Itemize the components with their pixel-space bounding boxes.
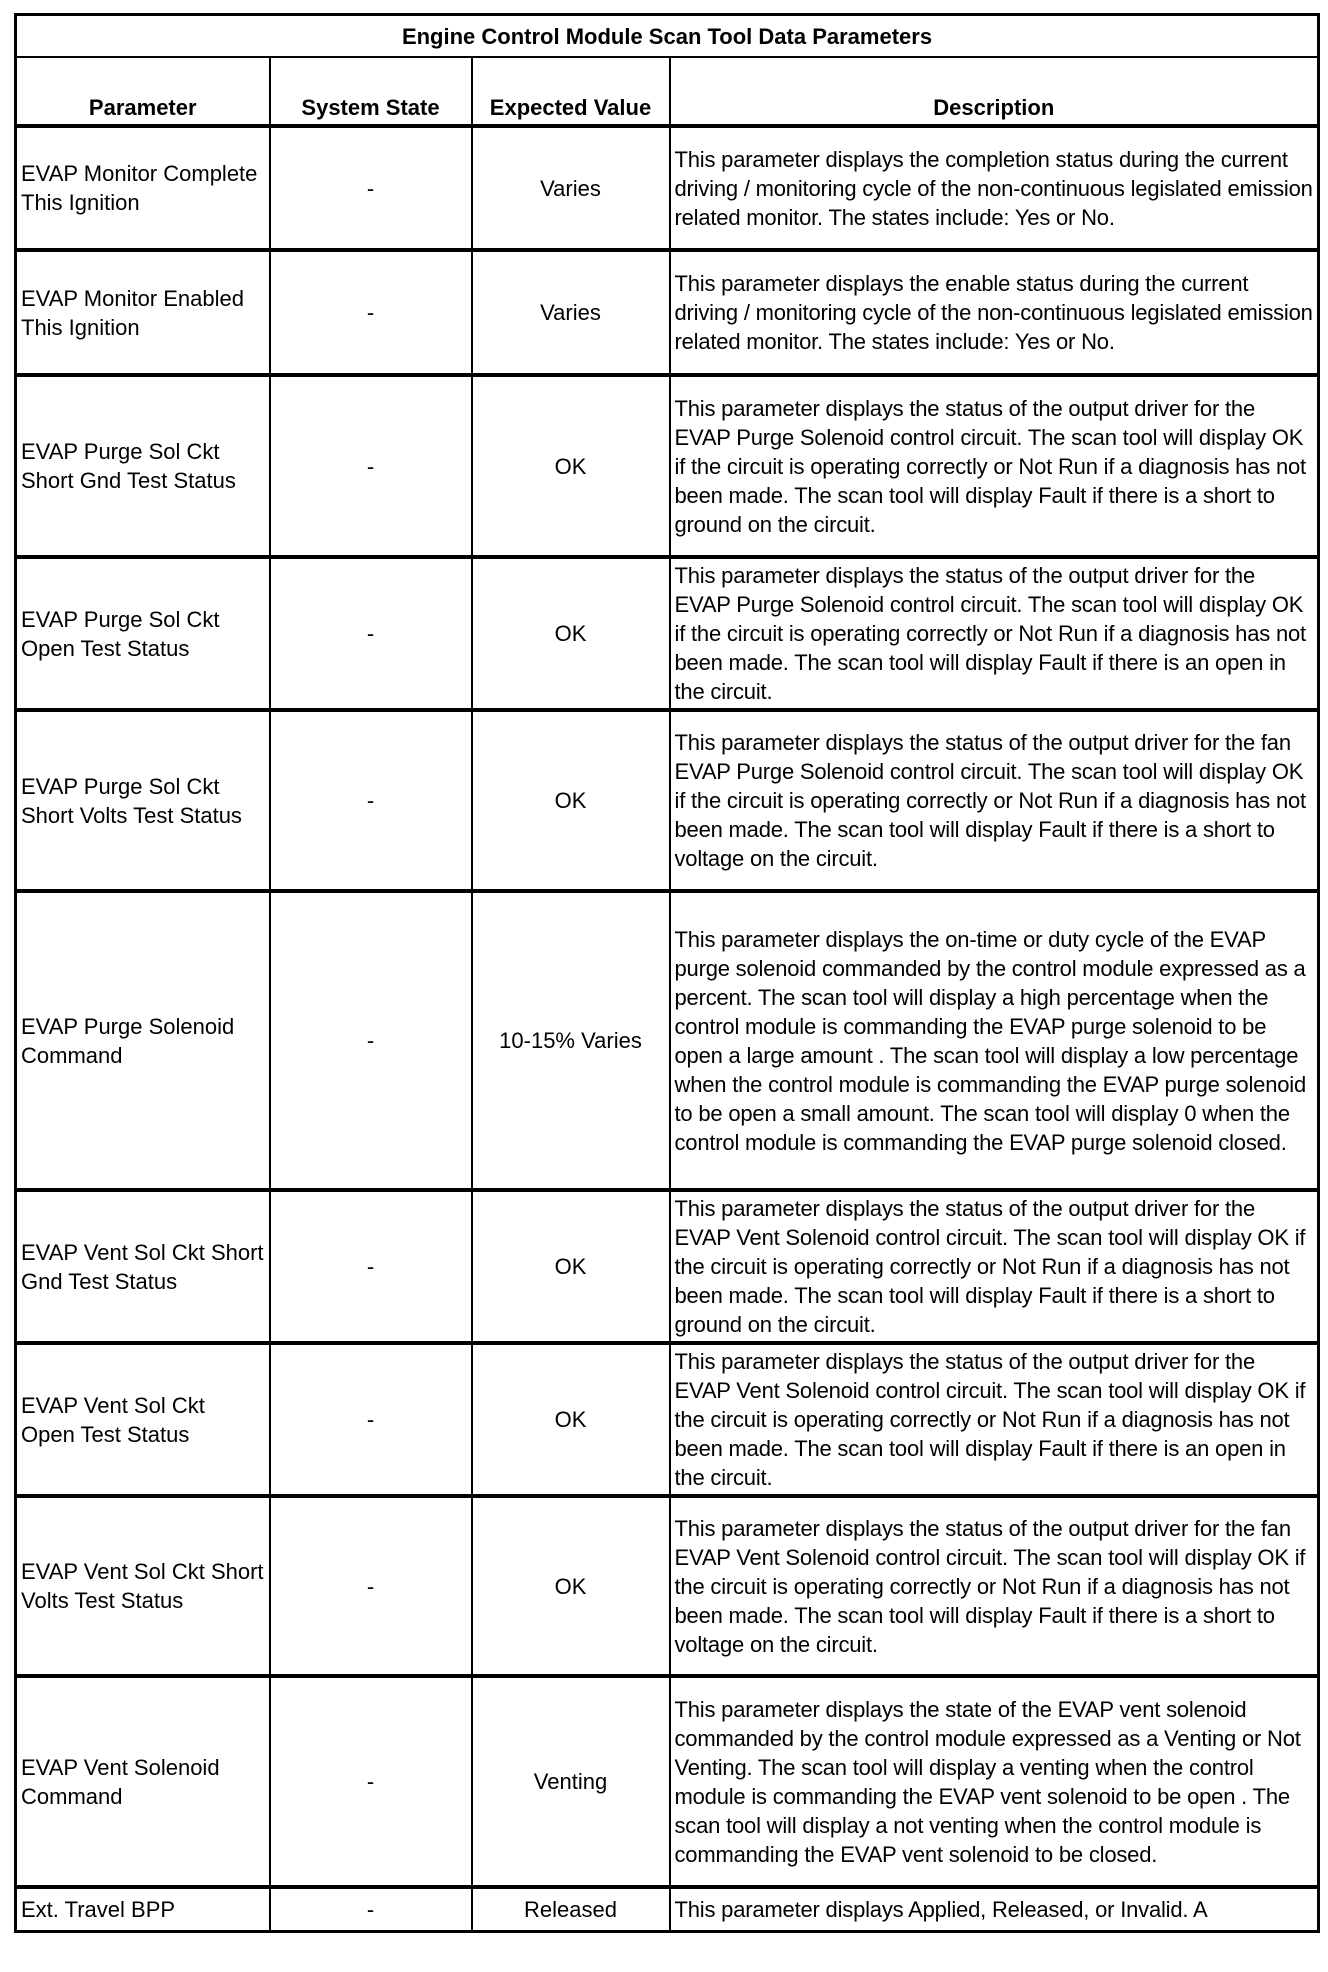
description-cell: This parameter displays the status of the output driver for the EVAP Vent Solenoid control circuit. The scan tool will display OK if the circuit is operating correctly or Not Run if a diagnosis has not been made. The scan tool will display Fault if there is a short to ground on the circuit.	[670, 1190, 1319, 1343]
header-system-state: System State	[270, 57, 472, 126]
table-row	[16, 1676, 1319, 1887]
description-cell: This parameter displays Applied, Released, or Invalid. A	[670, 1887, 1319, 1931]
table-row	[16, 1343, 1319, 1496]
system-state-cell: -	[270, 250, 472, 375]
table-row	[16, 126, 1319, 250]
expected-value-cell: Varies	[472, 126, 670, 250]
table-row	[16, 1190, 1319, 1343]
table-row	[16, 1496, 1319, 1676]
table-row	[16, 891, 1319, 1190]
description-cell: This parameter displays the on-time or duty cycle of the EVAP purge solenoid commanded by the control module expressed as a percent. The scan tool will display a high percentage when the control module is commanding the EVAP purge solenoid to be open a large amount . The scan tool will display a low percentage when the control module is commanding the EVAP purge solenoid to be open a small amount. The scan tool will display 0 when the control module is commanding the EVAP purge solenoid closed.	[670, 891, 1319, 1190]
description-cell: This parameter displays the status of the output driver for the EVAP Purge Solenoid control circuit. The scan tool will display OK if the circuit is operating correctly or Not Run if a diagnosis has not been made. The scan tool will display Fault if there is an open in the circuit.	[670, 557, 1319, 710]
description-cell: This parameter displays the status of the output driver for the EVAP Purge Solenoid control circuit. The scan tool will display OK if the circuit is operating correctly or Not Run if a diagnosis has not been made. The scan tool will display Fault if there is a short to ground on the circuit.	[670, 375, 1319, 557]
system-state-cell: -	[270, 1676, 472, 1887]
expected-value-cell: Venting	[472, 1676, 670, 1887]
table-title: Engine Control Module Scan Tool Data Parameters	[16, 15, 1319, 58]
parameter-cell: EVAP Vent Sol Ckt Short Gnd Test Status	[16, 1190, 270, 1343]
parameter-cell: EVAP Monitor Enabled This Ignition	[16, 250, 270, 375]
expected-value-cell: 10-15% Varies	[472, 891, 670, 1190]
expected-value-cell: OK	[472, 1190, 670, 1343]
parameter-cell: EVAP Purge Sol Ckt Open Test Status	[16, 557, 270, 710]
expected-value-cell: Released	[472, 1887, 670, 1931]
expected-value-cell: OK	[472, 557, 670, 710]
description-cell: This parameter displays the status of the output driver for the fan EVAP Vent Solenoid control circuit. The scan tool will display OK if the circuit is operating correctly or Not Run if a diagnosis has not been made. The scan tool will display Fault if there is a short to voltage on the circuit.	[670, 1496, 1319, 1676]
description-cell: This parameter displays the status of the output driver for the EVAP Vent Solenoid control circuit. The scan tool will display OK if the circuit is operating correctly or Not Run if a diagnosis has not been made. The scan tool will display Fault if there is an open in the circuit.	[670, 1343, 1319, 1496]
expected-value-cell: Varies	[472, 250, 670, 375]
parameter-cell: EVAP Vent Solenoid Command	[16, 1676, 270, 1887]
scan-tool-data-table	[14, 13, 1320, 1933]
parameter-cell: EVAP Monitor Complete This Ignition	[16, 126, 270, 250]
system-state-cell: -	[270, 1496, 472, 1676]
parameter-cell: Ext. Travel BPP	[16, 1887, 270, 1931]
system-state-cell: -	[270, 126, 472, 250]
header-expected-value: Expected Value	[472, 57, 670, 126]
parameter-cell: EVAP Vent Sol Ckt Short Volts Test Status	[16, 1496, 270, 1676]
expected-value-cell: OK	[472, 1496, 670, 1676]
parameter-cell: EVAP Purge Sol Ckt Short Volts Test Status	[16, 710, 270, 891]
parameter-cell: EVAP Purge Sol Ckt Short Gnd Test Status	[16, 375, 270, 557]
expected-value-cell: OK	[472, 1343, 670, 1496]
parameter-cell: EVAP Vent Sol Ckt Open Test Status	[16, 1343, 270, 1496]
table-row	[16, 375, 1319, 557]
system-state-cell: -	[270, 1190, 472, 1343]
expected-value-cell: OK	[472, 710, 670, 891]
table-body	[16, 126, 1319, 1931]
system-state-cell: -	[270, 710, 472, 891]
system-state-cell: -	[270, 375, 472, 557]
description-cell: This parameter displays the state of the EVAP vent solenoid commanded by the control module expressed as a Venting or Not Venting. The scan tool will display a venting when the control module is commanding the EVAP vent solenoid to be open . The scan tool will display a not venting when the control module is commanding the EVAP vent solenoid to be closed.	[670, 1676, 1319, 1887]
table-row	[16, 250, 1319, 375]
header-description: Description	[670, 57, 1319, 126]
table-row	[16, 710, 1319, 891]
system-state-cell: -	[270, 1343, 472, 1496]
system-state-cell: -	[270, 557, 472, 710]
header-parameter: Parameter	[16, 57, 270, 126]
table-row	[16, 557, 1319, 710]
description-cell: This parameter displays the completion status during the current driving / monitoring cycle of the non-continuous legislated emission related monitor. The states include: Yes or No.	[670, 126, 1319, 250]
system-state-cell: -	[270, 891, 472, 1190]
table-row	[16, 1887, 1319, 1931]
system-state-cell: -	[270, 1887, 472, 1931]
description-cell: This parameter displays the enable status during the current driving / monitoring cycle of the non-continuous legislated emission related monitor. The states include: Yes or No.	[670, 250, 1319, 375]
description-cell: This parameter displays the status of the output driver for the fan EVAP Purge Solenoid control circuit. The scan tool will display OK if the circuit is operating correctly or Not Run if a diagnosis has not been made. The scan tool will display Fault if there is a short to voltage on the circuit.	[670, 710, 1319, 891]
parameter-cell: EVAP Purge Solenoid Command	[16, 891, 270, 1190]
expected-value-cell: OK	[472, 375, 670, 557]
